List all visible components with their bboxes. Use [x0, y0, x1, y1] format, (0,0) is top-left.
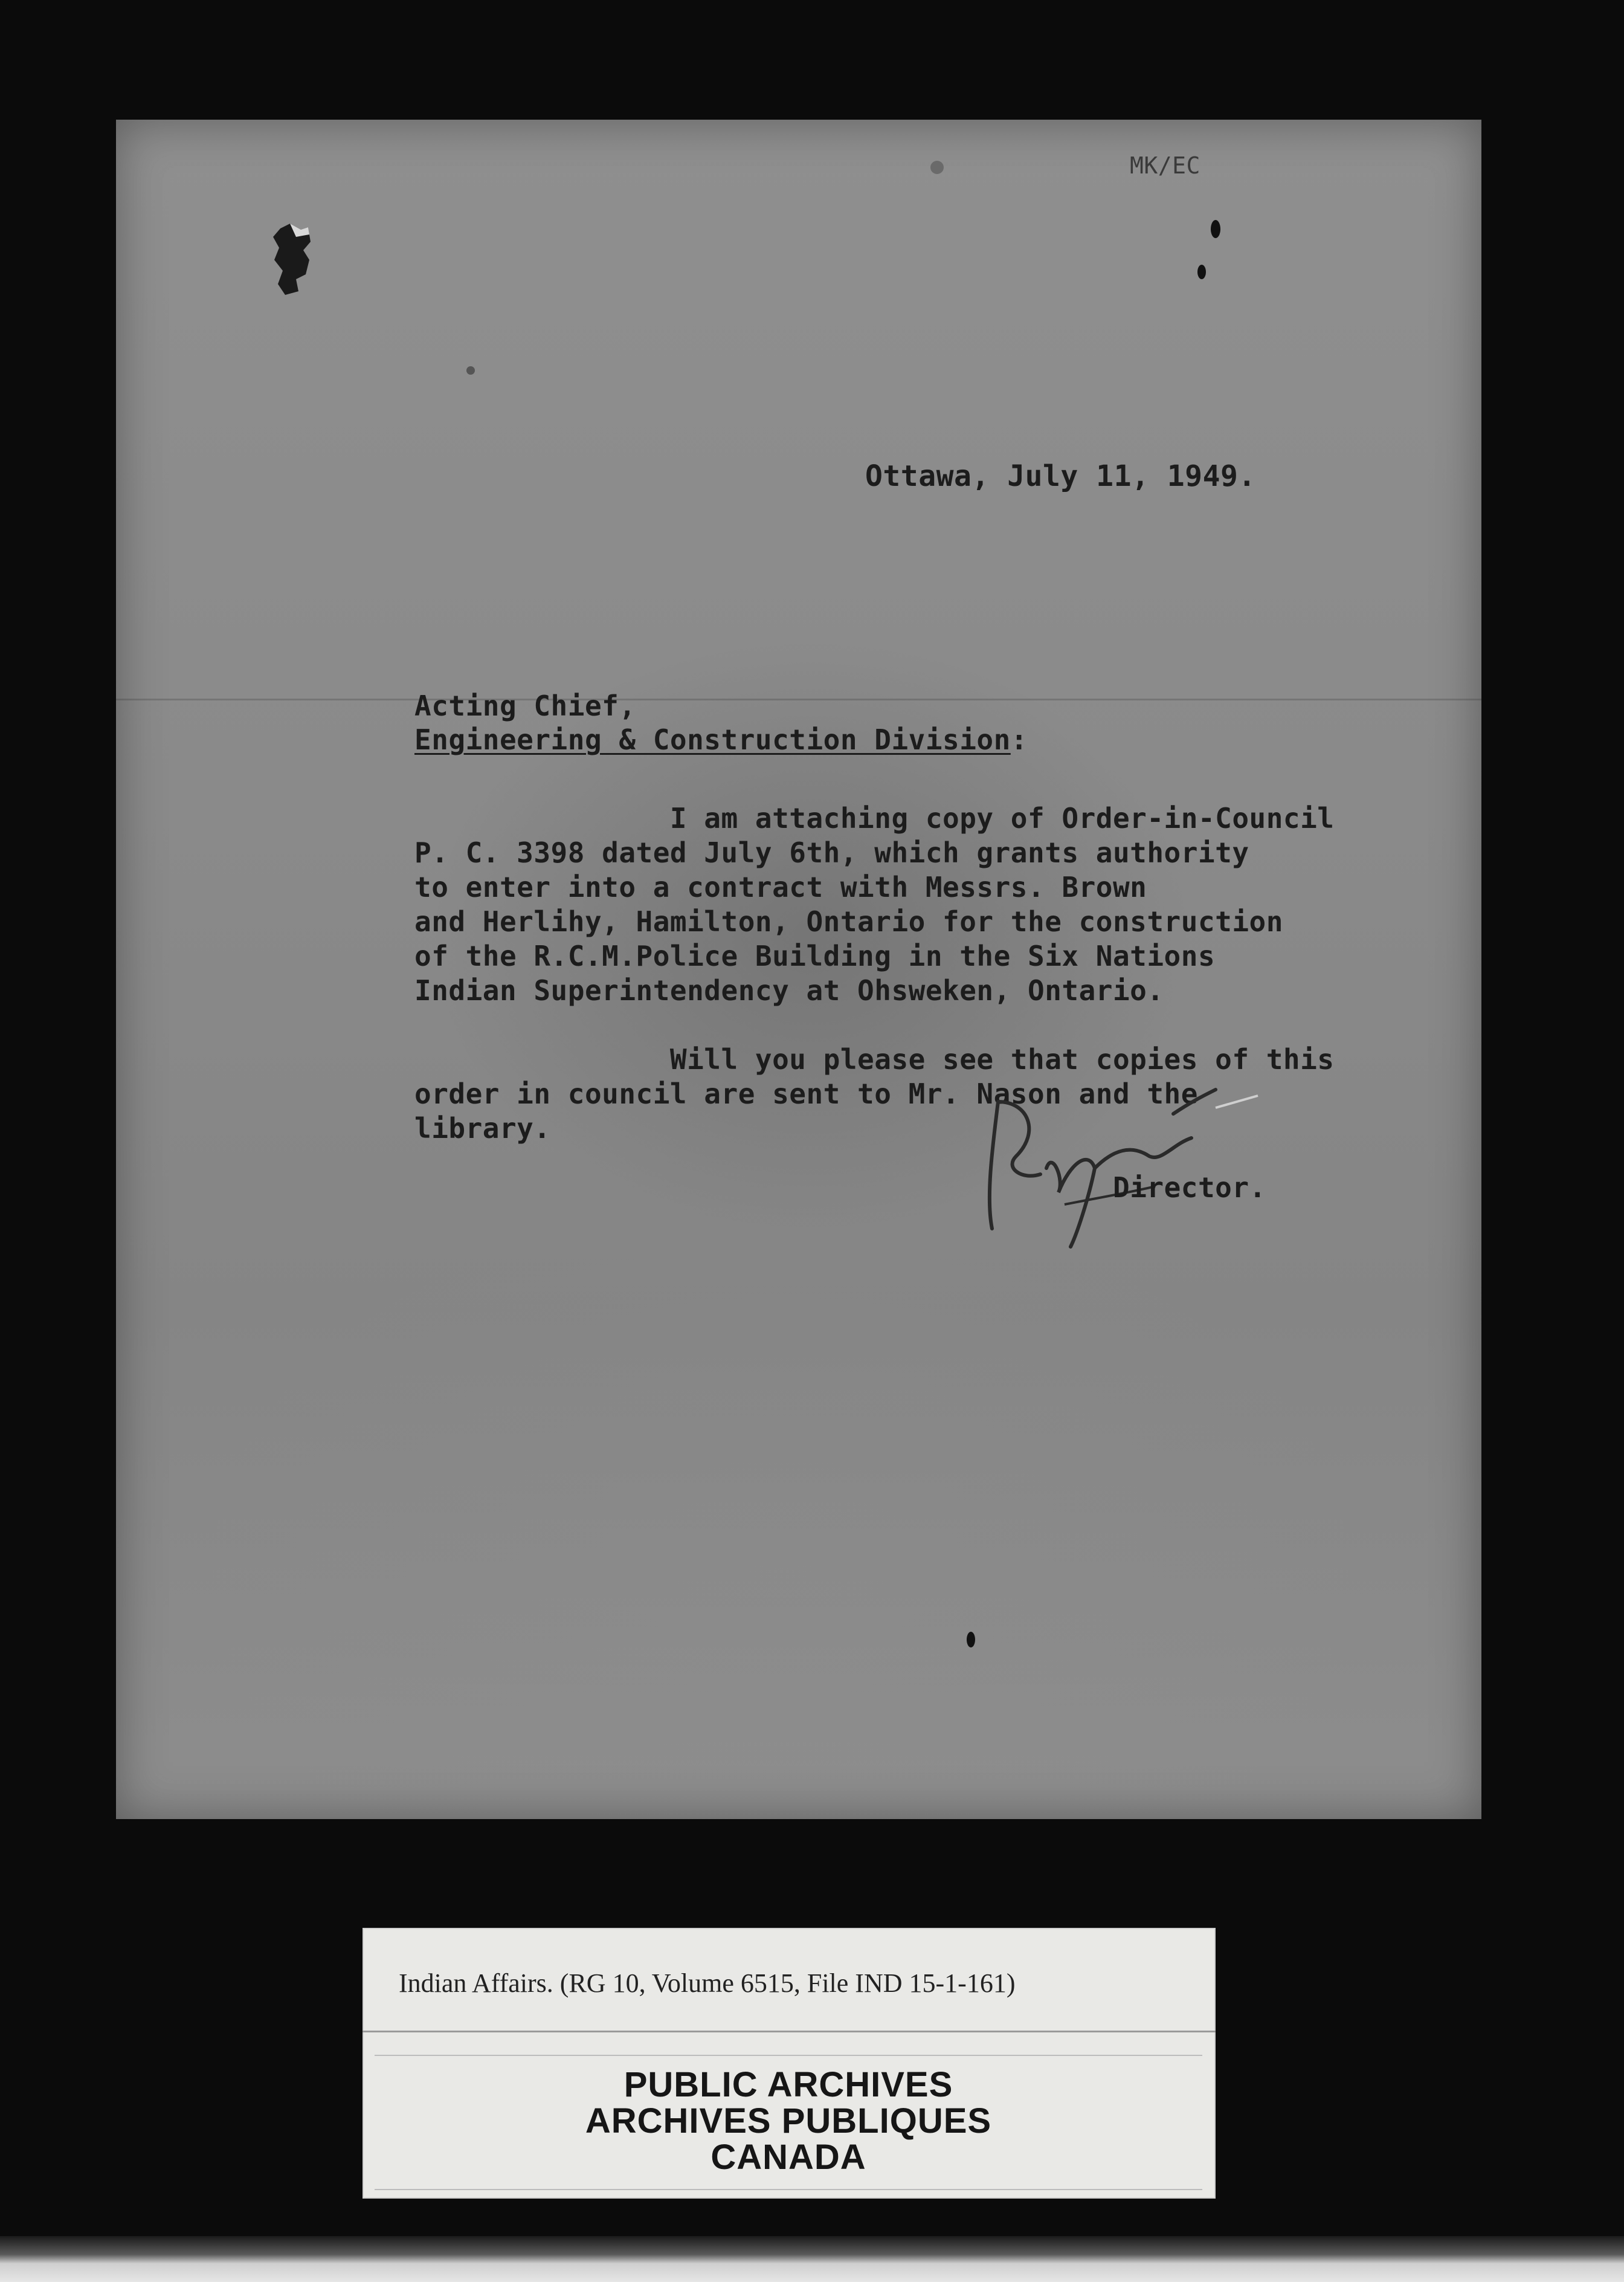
body-line: Will you please see that copies of this [414, 1043, 1335, 1076]
ink-spot [1197, 265, 1206, 279]
body-line: P. C. 3398 dated July 6th, which grants authority [414, 836, 1249, 869]
ink-spot [967, 1632, 975, 1647]
addressee-division: Engineering & Construction Division [414, 723, 1011, 756]
ink-spot [1211, 220, 1220, 238]
body-line: of the R.C.M.Police Building in the Six Nations [414, 940, 1216, 972]
addressee-colon: : [1010, 723, 1028, 756]
signature-block [974, 1078, 1300, 1343]
body-line: and Herlihy, Hamilton, Ontario for the construction [414, 905, 1283, 938]
punch-hole-mark [272, 224, 315, 296]
film-edge [0, 2236, 1624, 2282]
ink-spot [930, 161, 944, 174]
addressee-title: Acting Chief, [414, 690, 636, 722]
archive-reference: Indian Affairs. (RG 10, Volume 6515, File IND 15-1-161) [399, 1968, 1016, 1998]
body-line: I am attaching copy of Order-in-Council [414, 802, 1335, 835]
label-reference-panel [362, 1928, 1216, 2032]
body-line: Indian Superintendency at Ohsweken, Ontario. [414, 974, 1164, 1007]
body-line: order in council are sent to Mr. Nason and the [414, 1078, 1198, 1110]
file-initials: MK/EC [1130, 152, 1200, 179]
signature-title: Director. [1113, 1171, 1266, 1204]
archive-name-fr: ARCHIVES PUBLIQUES [585, 2101, 992, 2141]
letter-date: Ottawa, July 11, 1949. [865, 459, 1256, 493]
ink-spot [466, 366, 475, 375]
handwritten-signature [974, 1078, 1264, 1259]
archive-name-en: PUBLIC ARCHIVES [624, 2065, 953, 2104]
addressee-block [414, 689, 1028, 757]
archive-label [362, 1928, 1216, 2199]
letter-sheet [116, 120, 1481, 1819]
label-stamp-panel [375, 2055, 1202, 2190]
body-line: library. [414, 1112, 551, 1145]
body-line: to enter into a contract with Messrs. Brown [414, 871, 1147, 903]
archive-country: CANADA [710, 2138, 866, 2177]
